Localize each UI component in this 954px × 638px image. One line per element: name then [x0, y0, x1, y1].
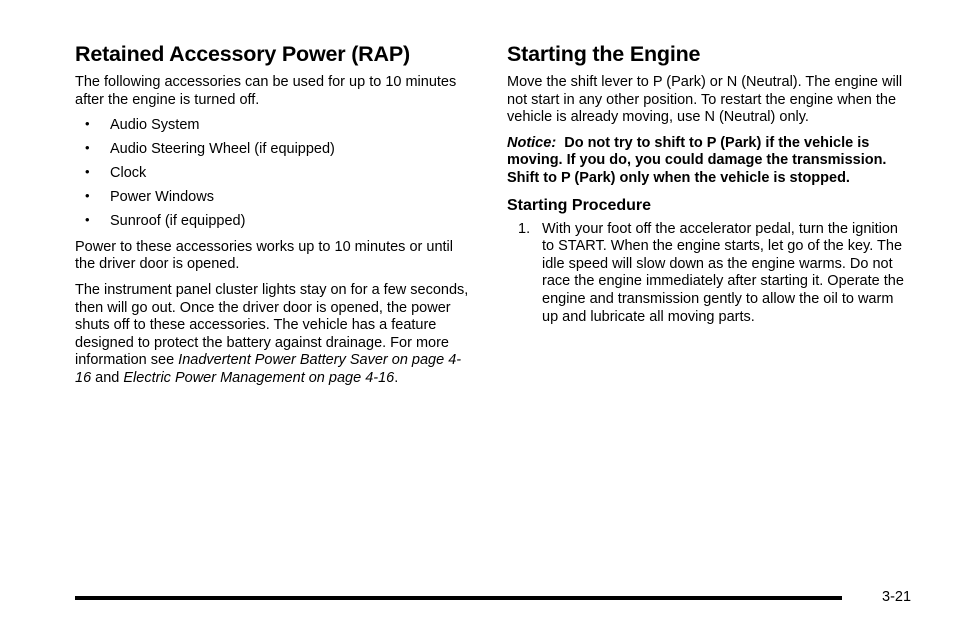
step-text: With your foot off the accelerator pedal, turn the ignition to START. When the engine starts, let go of the key. The idle speed will slow down as the engine warms. Do not race the engine immediately after starting it. Operate the engine and transmission gently to allow the oil to warm up and lubricate all moving parts. — [542, 220, 904, 325]
right-column — [507, 40, 907, 326]
section-heading-rap: Retained Accessory Power (RAP) — [75, 42, 410, 66]
bullet-icon: • — [85, 164, 90, 180]
page-number: 3-21 — [882, 589, 912, 605]
list-item — [75, 141, 475, 159]
list-item-label: Sunroof (if equipped) — [110, 213, 246, 230]
bullet-icon: • — [85, 188, 90, 204]
rap-duration-paragraph: Power to these accessories works up to 10 minutes or until the driver door is opened. — [75, 238, 453, 273]
cross-reference-power-management[interactable]: Electric Power Management on page 4-16 — [123, 369, 395, 386]
bullet-icon: • — [85, 140, 90, 156]
cross-reference-battery-saver[interactable]: Inadvertent Power Battery Saver on page 4-16 — [75, 352, 462, 386]
list-item-label: Power Windows — [110, 189, 214, 206]
list-item-label: Audio System — [110, 117, 200, 134]
procedure-steps — [507, 221, 907, 327]
list-item — [75, 189, 475, 207]
sentence-end: . — [394, 369, 399, 386]
subheading-starting-procedure: Starting Procedure — [507, 196, 652, 214]
left-column — [75, 40, 475, 395]
bullet-icon: • — [85, 116, 90, 132]
list-item-label: Clock — [110, 165, 147, 182]
accessory-list — [75, 117, 475, 231]
conjunction-text: and — [91, 369, 124, 386]
list-item — [75, 165, 475, 183]
list-item — [75, 117, 475, 135]
list-item — [75, 213, 475, 231]
step-number: 1. — [518, 220, 531, 237]
notice-text: Do not try to shift to P (Park) if the vehicle is moving. If you do, you could damage the transmission. Shift to P (Park) only when the vehicle is stopped. — [507, 134, 887, 186]
rap-intro: The following accessories can be used for up to 10 minutes after the engine is turned off. — [75, 74, 457, 108]
list-item — [507, 221, 907, 327]
rap-details-paragraph — [75, 282, 475, 388]
starting-intro: Move the shift lever to P (Park) or N (Neutral). The engine will not start in any other position. To restart the engine when the vehicle is already moving, use N (Neutral) only. — [507, 74, 903, 126]
notice-label: Notice: — [507, 134, 557, 151]
footer-divider — [75, 596, 842, 600]
rap-details-text: The instrument panel cluster lights stay on for a few seconds, then will go out. Once the driver door is opened, the power shuts off to these accessories. The vehicle has a feature designed to protect the battery against drainage. For more information see — [75, 281, 469, 369]
section-heading-starting-engine: Starting the Engine — [507, 42, 701, 66]
notice-paragraph — [507, 135, 907, 188]
list-item-label: Audio Steering Wheel (if equipped) — [110, 141, 335, 158]
bullet-icon: • — [85, 212, 90, 228]
